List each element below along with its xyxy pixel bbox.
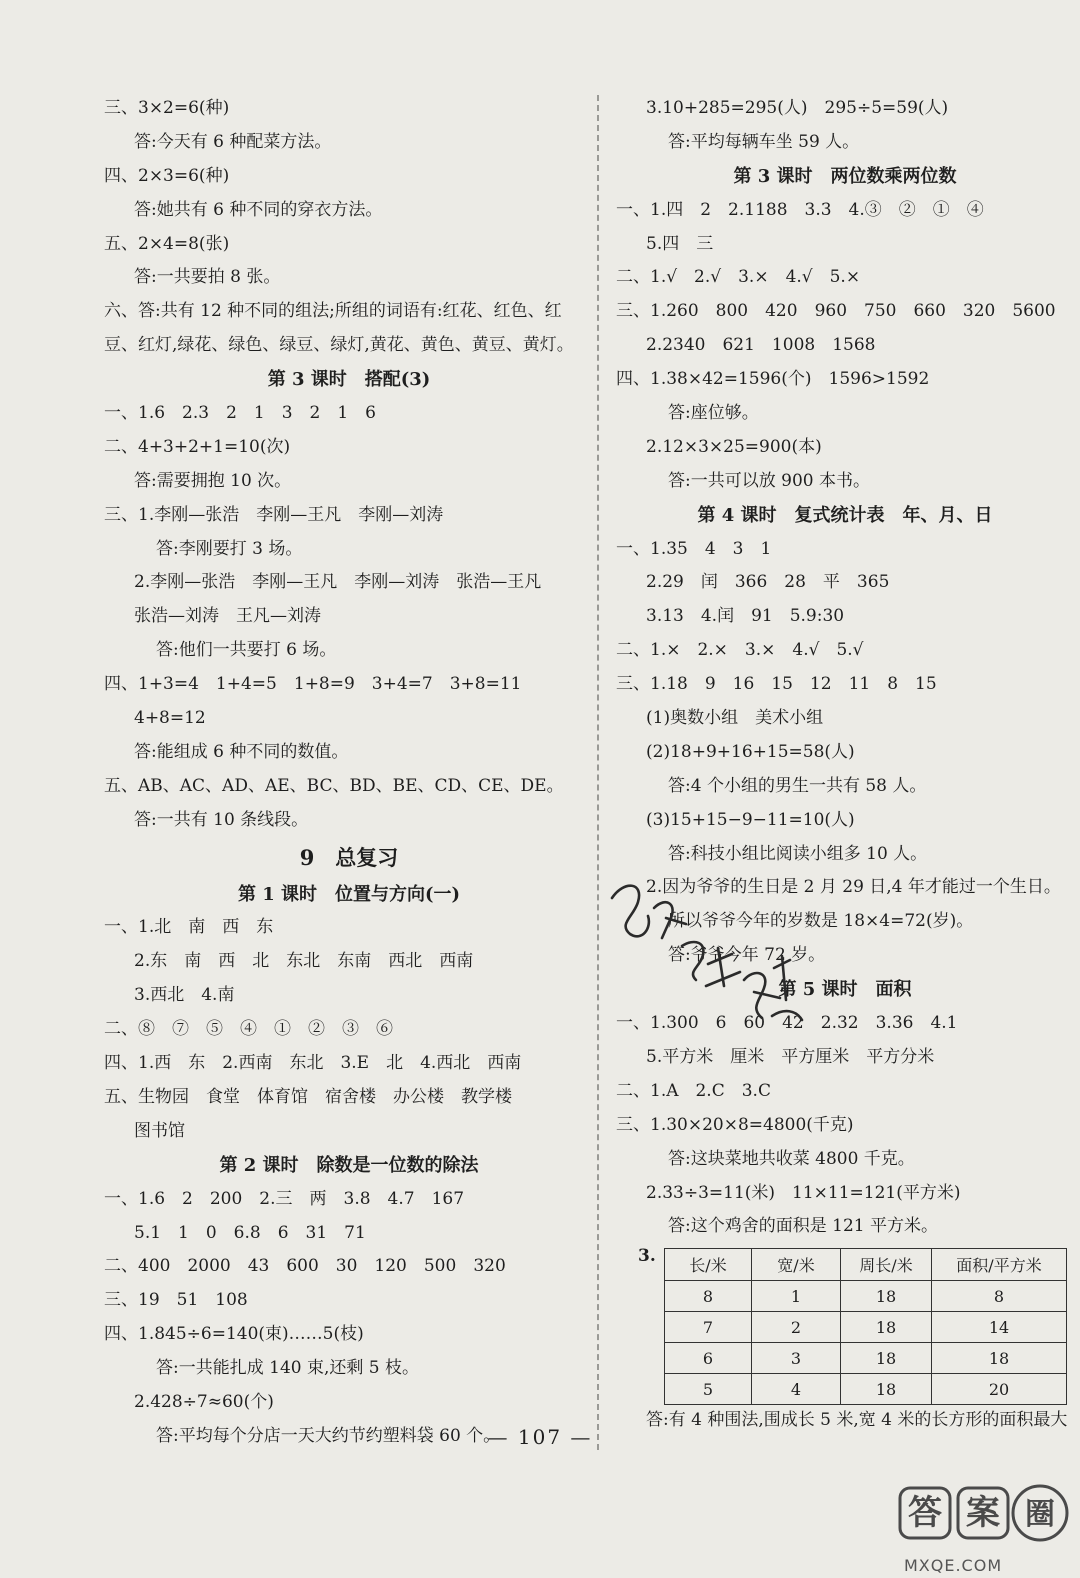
table-header-cell: 长/米 [665, 1249, 752, 1281]
answer-line: 三、1.30×20×8=4800(千克) [616, 1114, 854, 1135]
answer-line: 答:李刚要打 3 场。 [156, 538, 303, 559]
answer-line: 3.西北 4.南 [134, 985, 235, 1006]
answer-line: 答:一共有 10 条线段。 [134, 809, 309, 830]
table-cell: 18 [932, 1343, 1067, 1374]
table-cell: 8 [665, 1281, 752, 1312]
table-cell: 20 [932, 1374, 1067, 1405]
answer-line: 答:座位够。 [668, 403, 759, 424]
answer-line: 张浩—刘涛 王凡—刘涛 [134, 606, 321, 627]
answer-line: 六、答:共有 12 种不同的组法;所组的词语有:红花、红色、红 [104, 301, 562, 322]
svg-text:答: 答 [908, 1493, 942, 1533]
answer-line: 四、1.38×42=1596(个) 1596>1592 [616, 369, 930, 390]
answer-line: 2.因为爷爷的生日是 2 月 29 日,4 年才能过一个生日。 [646, 877, 1061, 898]
answer-line: 答:平均每个分店一天大约节约塑料袋 60 个。 [156, 1425, 501, 1446]
table-header-cell: 宽/米 [752, 1249, 841, 1281]
handwritten-scribble [604, 868, 814, 1038]
answer-line: 2.428÷7≈60(个) [134, 1391, 274, 1412]
right-column-text [616, 92, 1074, 1244]
table-header-cell: 周长/米 [841, 1249, 932, 1281]
table-header-row [665, 1249, 1067, 1281]
table-cell: 6 [665, 1343, 752, 1374]
column-divider [597, 95, 599, 1450]
table-cell: 4 [752, 1374, 841, 1405]
answer-line: 一、1.6 2.3 2 1 3 2 1 6 [104, 403, 376, 424]
answer-line: 3.13 4.闰 91 5.9:30 [646, 606, 845, 627]
table-row [665, 1312, 1067, 1343]
svg-text:圈: 圈 [1025, 1497, 1055, 1532]
answer-line: 5.1 1 0 6.8 6 31 71 [134, 1222, 366, 1243]
answer-line: 答:今天有 6 种配菜方法。 [134, 131, 332, 152]
answer-line: 三、19 51 108 [104, 1290, 248, 1311]
chapter-heading: 9 总复习 [299, 844, 399, 870]
table-row [665, 1343, 1067, 1374]
answer-line: 三、1.18 9 16 15 12 11 8 15 [616, 674, 937, 695]
answer-line: 4+8=12 [134, 708, 206, 729]
answer-line: 答:有 4 种围法,围成长 5 米,宽 4 米的长方形的面积最大 [646, 1410, 1068, 1431]
answer-line: 答:这个鸡舍的面积是 121 平方米。 [668, 1216, 938, 1237]
section-heading: 第 2 课时 除数是一位数的除法 [219, 1154, 479, 1176]
answer-line: 答:一共能扎成 140 束,还剩 5 枝。 [156, 1358, 420, 1379]
answer-line: 一、1.35 4 3 1 [616, 538, 772, 559]
section-heading: 第 3 课时 两位数乘两位数 [733, 165, 957, 187]
page-number: — 107 — [487, 1425, 593, 1449]
answer-line: 三、3×2=6(种) [104, 98, 230, 118]
answer-line: 一、1.北 南 西 东 [104, 917, 274, 938]
answer-line: 二、⑧ ⑦ ⑤ ④ ① ② ③ ⑥ [104, 1019, 393, 1040]
answer-line: 2.2340 621 1008 1568 [646, 335, 876, 356]
answer-line: 答:一共可以放 900 本书。 [668, 470, 870, 491]
table-cell: 8 [932, 1281, 1067, 1312]
right-column [616, 92, 1074, 1438]
answer-line: 一、1.6 2 200 2.三 两 3.8 4.7 167 [104, 1188, 465, 1209]
answer-line: 二、1.√ 2.√ 3.× 4.√ 5.× [616, 267, 861, 288]
table-cell: 5 [665, 1374, 752, 1405]
table-cell: 14 [932, 1312, 1067, 1343]
answer-line: 二、4+3+2+1=10(次) [104, 436, 291, 457]
section-heading: 第 1 课时 位置与方向(一) [237, 883, 461, 905]
answer-line: 5.四 三 [646, 233, 714, 254]
answer-line: 一、1.300 6 60 42 2.32 3.36 4.1 [616, 1013, 958, 1034]
table-cell: 7 [665, 1312, 752, 1343]
answer-line: 答:4 个小组的男生一共有 58 人。 [668, 775, 927, 796]
answer-line: 答:能组成 6 种不同的数值。 [134, 741, 349, 762]
table-cell: 18 [841, 1312, 932, 1343]
answer-line: 2.33÷3=11(米) 11×11=121(平方米) [646, 1182, 961, 1203]
answer-line: 3.10+285=295(人) 295÷5=59(人) [646, 98, 949, 118]
answer-line: 二、1.A 2.C 3.C [616, 1080, 771, 1101]
answer-line: 答:一共要拍 8 张。 [134, 267, 281, 288]
answer-line: 一、1.四 2 2.1188 3.3 4.③ ② ① ④ [616, 199, 984, 220]
answer-line: 四、2×3=6(种) [104, 165, 230, 186]
section-heading: 第 3 课时 搭配(3) [267, 369, 431, 391]
answer-line: 二、1.× 2.× 3.× 4.√ 5.√ [616, 640, 864, 661]
svg-text:案: 案 [966, 1493, 1000, 1533]
answer-line: 五、生物园 食堂 体育馆 宿舍楼 办公楼 教学楼 [104, 1086, 512, 1107]
answer-line: (3)15+15−9−11=10(人) [646, 809, 855, 830]
answer-line: 答:她共有 6 种不同的穿衣方法。 [134, 199, 383, 220]
answer-line: 答:需要拥抱 10 次。 [134, 470, 292, 491]
answer-line: (2)18+9+16+15=58(人) [646, 741, 855, 762]
table-cell: 2 [752, 1312, 841, 1343]
table-cell: 18 [841, 1343, 932, 1374]
area-table [664, 1248, 1067, 1405]
table-cell: 1 [752, 1281, 841, 1312]
answer-line: 答:他们一共要打 6 场。 [156, 640, 337, 661]
answer-line: 5.平方米 厘米 平方厘米 平方分米 [646, 1046, 935, 1067]
section-heading: 第 4 课时 复式统计表 年、月、日 [697, 504, 993, 526]
answer-line: (1)奥数小组 美术小组 [646, 708, 824, 729]
answer-line: 2.李刚—张浩 李刚—王凡 李刚—刘涛 张浩—王凡 [134, 572, 542, 593]
answer-line: 2.12×3×25=900(本) [646, 436, 822, 457]
table-header-cell: 面积/平方米 [932, 1249, 1067, 1281]
table-row [665, 1374, 1067, 1405]
area-table-block [616, 1244, 1074, 1404]
section-heading: 第 5 课时 面积 [778, 979, 912, 1001]
answer-line: 答:平均每辆车坐 59 人。 [668, 131, 860, 152]
answer-line: 四、1.西 东 2.西南 东北 3.E 北 4.西北 西南 [104, 1053, 522, 1074]
table-cell: 18 [841, 1281, 932, 1312]
answer-line: 所以爷爷今年的岁数是 18×4=72(岁)。 [668, 911, 974, 932]
answer-line: 三、1.李刚—张浩 李刚—王凡 李刚—刘涛 [104, 504, 444, 525]
left-column [104, 92, 594, 1454]
answer-line: 2.东 南 西 北 东北 东南 西北 西南 [134, 951, 474, 972]
answer-line: 四、1.845÷6=140(束)……5(枝) [104, 1324, 364, 1345]
answer-line: 四、1+3=4 1+4=5 1+8=9 3+4=7 3+8=11 [104, 674, 522, 695]
table-cell: 3 [752, 1343, 841, 1374]
answer-line: 五、2×4=8(张) [104, 233, 230, 254]
table-question-number: 3. [638, 1246, 656, 1267]
answer-line: 答:科技小组比阅读小组多 10 人。 [668, 843, 928, 864]
answer-line: 答:这块菜地共收菜 4800 千克。 [668, 1148, 915, 1169]
table-cell: 18 [841, 1374, 932, 1405]
answer-line: 图书馆 [134, 1120, 185, 1141]
answer-line: 答:爷爷今年 72 岁。 [668, 945, 826, 966]
answer-line: 2.29 闰 366 28 平 365 [646, 572, 890, 593]
answer-line: 二、400 2000 43 600 30 120 500 320 [104, 1256, 506, 1277]
answer-line: 豆、红灯,绿花、绿色、绿豆、绿灯,黄花、黄色、黄豆、黄灯。 [104, 335, 574, 356]
watermark-url: MXQE.COM [904, 1556, 1003, 1575]
answer-line: 三、1.260 800 420 960 750 660 320 5600 [616, 301, 1056, 322]
answer-line: 五、AB、AC、AD、AE、BC、BD、BE、CD、CE、DE。 [104, 775, 564, 796]
table-row [665, 1281, 1067, 1312]
